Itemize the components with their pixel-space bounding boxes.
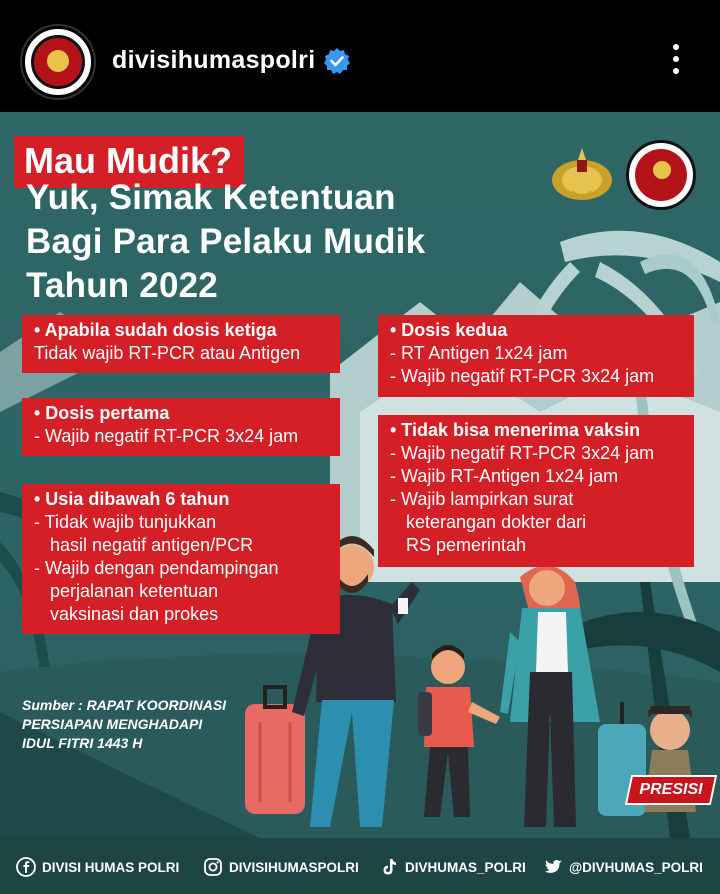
username[interactable]: divisihumaspolri — [112, 46, 316, 74]
avatar-logo — [31, 35, 85, 89]
title-line-2: Bagi Para Pelaku Mudik — [26, 222, 426, 261]
info-box-cannot-vaccinate: • Tidak bisa menerima vaksin - Wajib negatif RT-PCR 3x24 jam - Wajib RT-Antigen 1x24 jam - Wajib lampirkan surat keterangan dokter dari RS pemerintah — [378, 415, 694, 567]
instagram-icon — [203, 857, 223, 877]
profile-avatar[interactable] — [22, 26, 94, 98]
footer-twitter: @DIVHUMAS_POLRI — [543, 856, 703, 878]
twitter-icon — [543, 857, 563, 877]
title-line-3: Tahun 2022 — [26, 266, 218, 305]
presisi-badge: PRESISI — [625, 775, 717, 805]
social-footer — [0, 838, 720, 894]
poster-image — [0, 112, 720, 894]
info-box-under-six: • Usia dibawah 6 tahun - Tidak wajib tunjukkan hasil negatif antigen/PCR - Wajib dengan pendampingan perjalanan ketentuan vaksinasi dan prokes — [22, 484, 340, 634]
info-box-first-dose: • Dosis pertama - Wajib negatif RT-PCR 3x24 jam — [22, 398, 340, 456]
more-options-icon[interactable] — [664, 44, 688, 80]
verified-badge-icon — [323, 47, 351, 75]
title-highlight: Mau Mudik? — [14, 136, 244, 188]
footer-facebook: DIVISI HUMAS POLRI — [16, 856, 179, 878]
footer-tiktok: DIVHUMAS_POLRI — [379, 856, 526, 878]
humas-polri-logo — [626, 140, 696, 210]
post-header — [0, 0, 720, 112]
title-line-1: Yuk, Simak Ketentuan — [26, 178, 396, 217]
info-box-second-dose: • Dosis kedua - RT Antigen 1x24 jam - Wajib negatif RT-PCR 3x24 jam — [378, 315, 694, 397]
facebook-icon — [16, 857, 36, 877]
source-note: Sumber : RAPAT KOORDINASI PERSIAPAN MENGHADAPI IDUL FITRI 1443 H — [22, 697, 227, 751]
info-box-third-dose: • Apabila sudah dosis ketiga Tidak wajib RT-PCR atau Antigen — [22, 315, 340, 373]
tiktok-icon — [379, 857, 399, 877]
footer-instagram: DIVISIHUMASPOLRI — [203, 856, 359, 878]
police-badge-logo — [550, 144, 614, 206]
